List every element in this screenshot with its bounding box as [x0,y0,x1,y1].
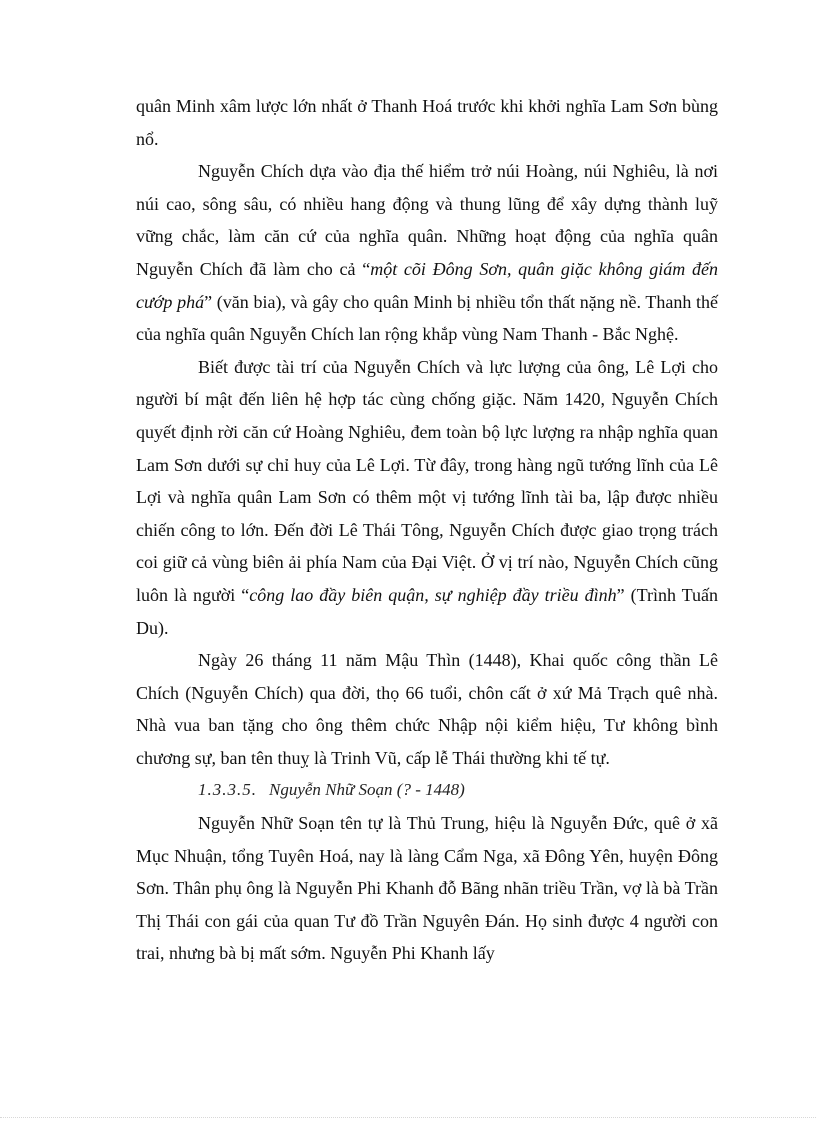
section-title: Nguyễn Nhữ Soạn (? - 1448) [269,780,465,800]
paragraph-2-quote: một cõi Đông Sơn, quân giặc không giám đến cướp phá [136,258,718,312]
paragraph-4: Ngày 26 tháng 11 năm Mậu Thìn (1448), Khai quốc công thần Lê Chích (Nguyễn Chích) qua đời, thọ 66 tuổi, chôn cất ở xứ Mả Trạch quê nhà. Nhà vua ban tặng cho ông thêm chức Nhập nội kiểm hiệu, Tư không bình chương sự, ban tên thuỵ là Trinh Vũ, cấp lễ Thái thường khi tế tự. [136,650,718,768]
paragraph-3-quote: công lao đầy biên quận, sự nghiệp đầy triều đình [249,584,617,605]
paragraph-2 [136,155,718,351]
paragraph-5: Nguyễn Nhữ Soạn tên tự là Thủ Trung, hiệu là Nguyễn Đức, quê ở xã Mục Nhuận, tổng Tuyên Hoá, nay là làng Cẩm Nga, xã Đông Yên, huyện Đông Sơn. Thân phụ ông là Nguyễn Phi Khanh đỗ Bãng nhãn triều Trần, vợ là bà Trần Thị Thái con gái của quan Tư đồ Trần Nguyên Đán. Họ sinh được 4 người con trai, nhưng bà bị mất sớm. Nguyễn Phi Khanh lấy [136,813,718,964]
paragraph-3-text-a: Biết được tài trí của Nguyễn Chích và lực lượng của ông, Lê Lợi cho người bí mật đến liên hệ hợp tác cùng chống giặc. Năm 1420, Nguyễn Chích quyết định rời căn cứ Hoàng Nghiêu, đem toàn bộ lực lượng ra nhập nghĩa quan Lam Sơn dưới sự chỉ huy của Lê Lợi. Từ đây, trong hàng ngũ tướng lĩnh của Lê Lợi và nghĩa quân Lam Sơn có thêm một vị tướng lĩnh tài ba, lập được nhiều chiến công to lớn. Đến đời Lê Thái Tông, Nguyễn Chích được giao trọng trách coi giữ cả vùng biên ải phía Nam của Đại Việt. Ở vị trí nào, Nguyễn Chích cũng luôn là người “ [136,356,718,605]
document-page [136,90,718,970]
paragraph-3 [136,351,718,644]
paragraph-3-text-b: ” (Trình Tuấn Du). [136,584,718,638]
paragraph-1: quân Minh xâm lược lớn nhất ở Thanh Hoá trước khi khởi nghĩa Lam Sơn bùng nổ. [136,96,718,149]
section-heading [136,774,718,807]
page-bottom-divider [0,1117,816,1118]
section-number: 1.3.3.5. [198,780,257,800]
paragraph-2-text-a: Nguyễn Chích dựa vào địa thế hiểm trở núi Hoàng, núi Nghiêu, là nơi núi cao, sông sâu, có nhiều hang động và thung lũng để xây dựng thành luỹ vững chắc, làm căn cứ của nghĩa quân. Những hoạt động của nghĩa quân Nguyễn Chích đã làm cho cả “ [136,161,718,279]
paragraph-2-text-b: ” (văn bia), và gây cho quân Minh bị nhiều tổn thất nặng nề. Thanh thế của nghĩa quân Nguyễn Chích lan rộng khắp vùng Nam Thanh - Bắc Nghệ. [136,291,718,345]
